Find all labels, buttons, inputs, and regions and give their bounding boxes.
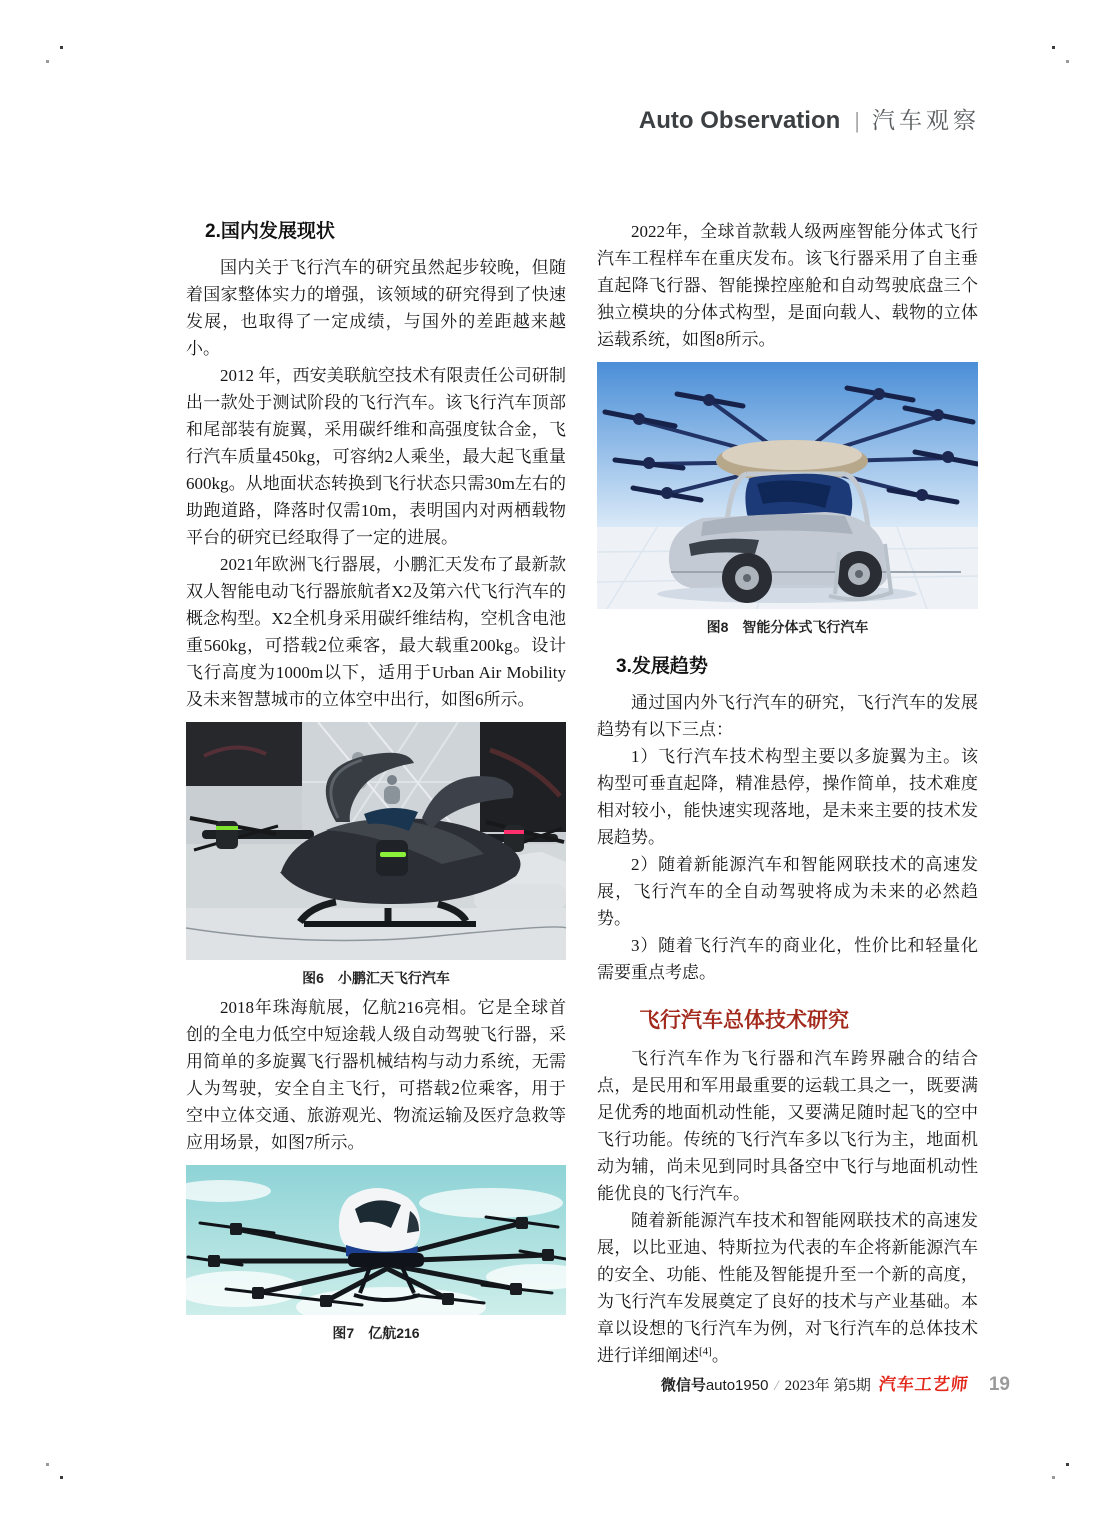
list-item: 1）飞行汽车技术构型主要以多旋翼为主。该构型可垂直起降，精准悬停，操作简单，技术难度相对较小，能快速实现落地，是未来主要的技术发展趋势。 <box>597 747 978 847</box>
crop-mark <box>46 60 49 63</box>
header-separator: | <box>854 108 860 133</box>
paragraph: 2022年，全球首款载人级两座智能分体式飞行汽车工程样车在重庆发布。该飞行器采用了自主垂直起降飞行器、智能操控座舱和自动驾驶底盘三个独立模块的分体式构型，是面向载人、载物的立体运载系统，如图8所示。 <box>597 222 978 349</box>
figure-8 <box>597 362 978 636</box>
crop-mark <box>60 46 63 49</box>
crop-mark <box>1066 1463 1069 1466</box>
figure8-caption: 图8 智能分体式飞行汽车 <box>706 619 869 635</box>
header-title-en: Auto Observation <box>638 107 841 134</box>
paragraph: 通过国内外飞行汽车的研究，飞行汽车的发展趋势有以下三点： <box>597 693 978 739</box>
paragraph: 2018年珠海航展，亿航216亮相。它是全球首创的全电力低空中短途载人级自动驾驶飞行器，采用简单的多旋翼飞行器机械结构与动力系统，无需人为驾驶，安全自主飞行，可搭载2位乘客，用于空中立体交通、旅游观光、物流运输及医疗急救等应用场景，如图7所示。 <box>186 998 566 1152</box>
figure-6 <box>186 722 566 987</box>
issue-info: 2023年 第5期 <box>784 1378 871 1394</box>
figure6-image-xpeng-flying-car <box>186 722 566 960</box>
header-title-zh: 汽车观察 <box>872 107 980 133</box>
section2-heading: 2.国内发展现状 <box>205 221 335 242</box>
crop-mark <box>60 1476 63 1479</box>
figure-7 <box>186 1165 566 1342</box>
figure8-image-modular-flying-car <box>597 362 978 609</box>
magazine-logo: 汽车工艺师 <box>877 1375 970 1394</box>
paragraph-text: 随着新能源汽车技术和智能网联技术的高速发展，以比亚迪、特斯拉为代表的车企将新能源汽车的安全、功能、性能及智能提升至一个新的高度，为飞行汽车发展奠定了良好的技术与产业基础。本章以设想的飞行汽车为例，对飞行汽车的总体技术进行详细阐述 <box>597 1211 978 1365</box>
paragraph: 2021年欧洲飞行器展，小鹏汇天发布了最新款双人智能电动飞行器旅航者X2及第六代飞行汽车的概念构型。X2全机身采用碳纤维结构，空机含电池重560kg，可搭载2位乘客，最大载重200kg。设计飞行高度为1000m以下，适用于Urban Air Mobility及未来智慧城市的立体空中出行，如图6所示。 <box>186 555 566 709</box>
figure6-caption: 图6 小鹏汇天飞行汽车 <box>302 970 450 986</box>
paragraph-tail: 。 <box>711 1346 729 1365</box>
paragraph <box>597 1207 978 1369</box>
page-footer <box>597 1370 1010 1396</box>
paragraph: 2012 年，西安美联航空技术有限责任公司研制出一款处于测试阶段的飞行汽车。该飞行汽车顶部和尾部装有旋翼，采用碳纤维和高强度钛合金，飞行汽车质量450kg，可容纳2人乘坐，最大起飞重量600kg。从地面状态转换到飞行状态只需30m左右的助跑道路，降落时仅需10m，表明国内对两栖载物平台的研究已经取得了一定的进展。 <box>186 366 566 547</box>
section3-heading: 3.发展趋势 <box>616 656 708 677</box>
left-column <box>186 218 566 1349</box>
figure7-image-ehang-216 <box>186 1165 566 1315</box>
crop-mark <box>1052 1476 1055 1479</box>
chapter-heading: 飞行汽车总体技术研究 <box>639 1008 849 1032</box>
wechat-label: 微信号 <box>660 1377 706 1394</box>
wechat-id: auto1950 <box>705 1377 769 1394</box>
list-item: 2）随着新能源汽车和智能网联技术的高速发展，飞行汽车的全自动驾驶将成为未来的必然趋势。 <box>597 855 978 928</box>
page-header <box>639 102 980 135</box>
list-item: 3）随着飞行汽车的商业化，性价比和轻量化需要重点考虑。 <box>597 936 978 982</box>
right-column <box>597 218 978 1369</box>
paragraph: 国内关于飞行汽车的研究虽然起步较晚，但随着国家整体实力的增强，该领域的研究得到了快速发展，也取得了一定成绩，与国外的差距越来越小。 <box>186 258 566 358</box>
page-number: 19 <box>988 1374 1010 1395</box>
crop-mark <box>1052 46 1055 49</box>
paragraph: 飞行汽车作为飞行器和汽车跨界融合的结合点，是民用和军用最重要的运载工具之一，既要满足优秀的地面机动性能，又要满足随时起飞的空中飞行功能。传统的飞行汽车多以飞行为主，地面机动为辅，尚未见到同时具备空中飞行与地面机动性能优良的飞行汽车。 <box>597 1049 978 1203</box>
crop-mark <box>46 1463 49 1466</box>
figure7-caption: 图7 亿航216 <box>332 1325 420 1341</box>
crop-mark <box>1066 60 1069 63</box>
footer-separator: / <box>774 1378 779 1394</box>
reference-marker: [4] <box>699 1345 712 1358</box>
